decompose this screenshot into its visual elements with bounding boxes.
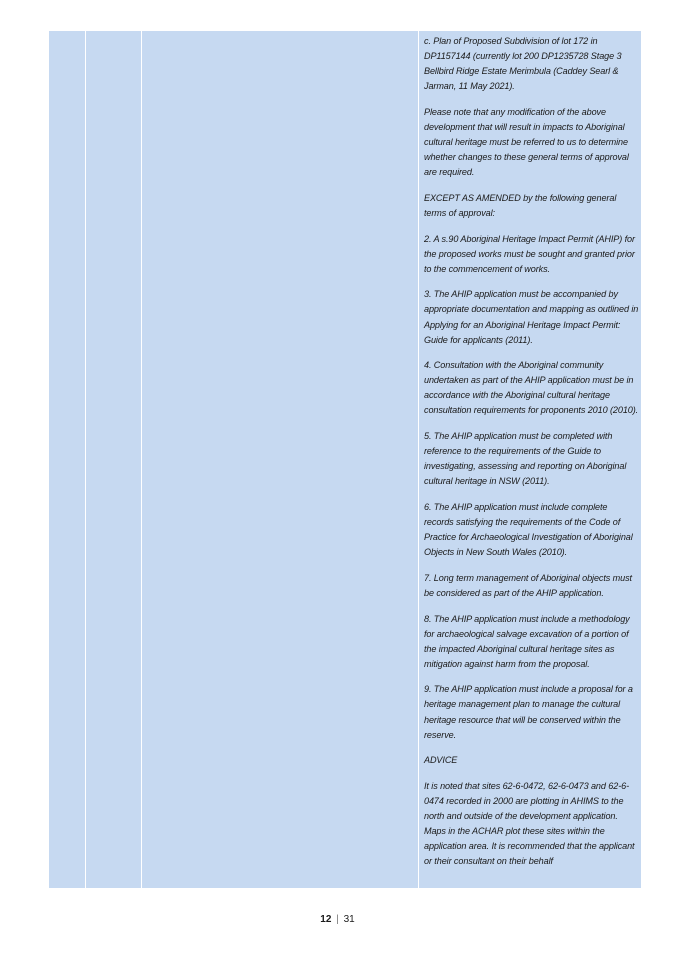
condition-8: 8. The AHIP application must include a methodology for archaeological salvage excavation of a portion of the impacted Aboriginal cultural heritage sites as mitigation against harm from the proposal. (424, 613, 630, 669)
page-footer (0, 914, 675, 925)
condition-2: 2. A s.90 Aboriginal Heritage Impact Permit (AHIP) for the proposed works must be sought and granted prior to the commencement of works. (424, 233, 635, 274)
table-column-conditions (419, 31, 641, 888)
page-separator: | (336, 914, 339, 925)
paragraph-modification-note: Please note that any modification of the above development that will result in impacts to Aboriginal cultural heritage must be referred to us to determine whether changes to these general terms of approval are required. (424, 106, 629, 178)
total-pages: 31 (343, 914, 355, 925)
condition-4: 4. Consultation with the Aboriginal community undertaken as part of the AHIP application must be in accordance with the Aboriginal cultural heritage consultation requirements for proponents 2010 (2010). (424, 360, 639, 416)
advice-paragraph: It is noted that sites 62-6-0472, 62-6-0473 and 62-6-0474 recorded in 2000 are plotting in AHIMS to the north and outside of the development application. Maps in the ACHAR plot these sites within the application area. It is recommended that the applicant or their consultant on their behalf (424, 780, 635, 867)
condition-7: 7. Long term management of Aboriginal objects must be considered as part of the AHIP application. (424, 572, 632, 598)
table-column-1 (49, 31, 86, 888)
paragraph-plan-reference: c. Plan of Proposed Subdivision of lot 172 in DP1157144 (currently lot 200 DP1235728 Stage 3 Bellbird Ridge Estate Merimbula (Caddey Searl & Jarman, 11 May 2021). (424, 36, 622, 92)
page-number: 12 (320, 914, 332, 925)
advice-heading: ADVICE (424, 755, 458, 766)
paragraph-except-as-amended: EXCEPT AS AMENDED by the following general terms of approval: (424, 192, 617, 218)
condition-5: 5. The AHIP application must be completed with reference to the requirements of the Guide to investigating, assessing and reporting on Aboriginal cultural heritage in NSW (2011). (424, 431, 627, 487)
table-column-2 (86, 31, 142, 888)
condition-3: 3. The AHIP application must be accompanied by appropriate documentation and mapping as outlined in Applying for an Aboriginal Heritage Impact Permit: Guide for applicants (2011). (424, 289, 639, 345)
condition-9: 9. The AHIP application must include a proposal for a heritage management plan to manage the cultural heritage resource that will be conserved within the reserve. (424, 684, 633, 740)
conditions-table (49, 31, 641, 888)
table-column-3 (142, 31, 419, 888)
condition-6: 6. The AHIP application must include complete records satisfying the requirements of the Code of Practice for Archaeological Investigation of Aboriginal Objects in New South Wales (2010). (424, 501, 633, 558)
